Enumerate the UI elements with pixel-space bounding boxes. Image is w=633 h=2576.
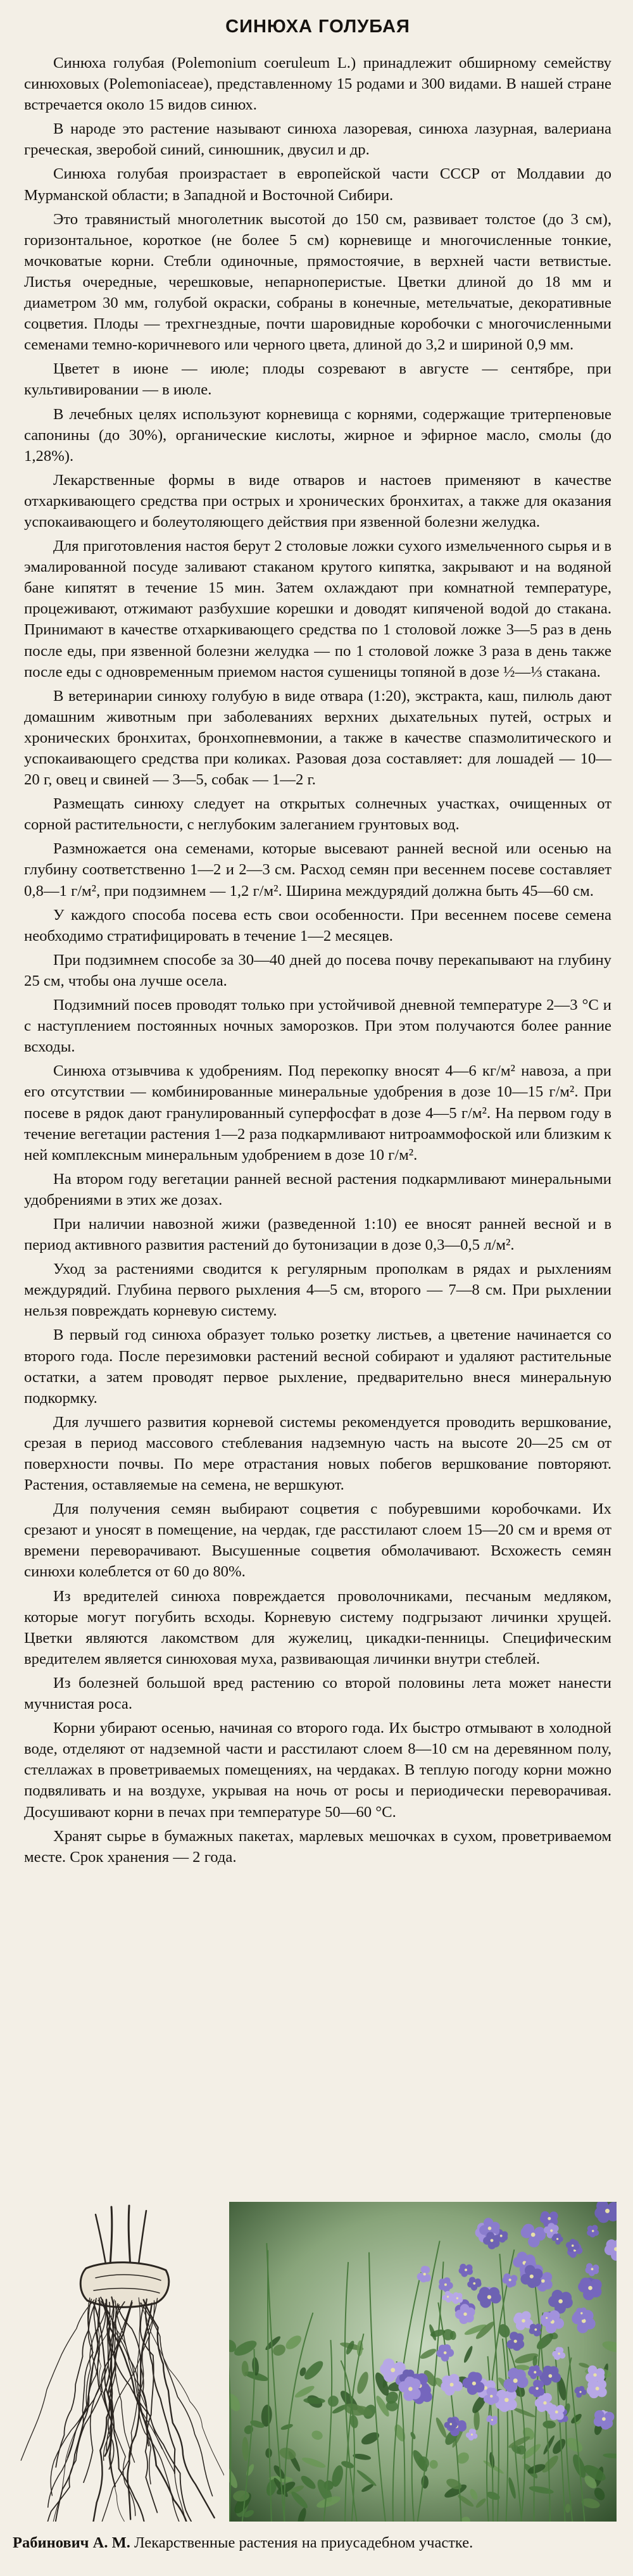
paragraph: При наличии навозной жижи (разведенной 1:10) ее вносят ранней весной и в период активного развития растений до бутонизации в дозе 0,3—0,5 л/м². (24, 1215, 611, 1254)
page-title: СИНЮХА ГОЛУБАЯ (225, 16, 410, 37)
paragraph: Хранят сырье в бумажных пакетах, марлевых мешочках в сухом, проветриваемом месте. Срок хранения — 2 года. (24, 1827, 611, 1866)
paragraph: В первый год синюха образует только розетку листьев, а цветение начинается со второго года. После перезимовки растений весной собирают и удаляют растительные остатки, а затем проводят первое рыхление, предварительно внеся минеральную подкормку. (24, 1326, 611, 1407)
article-body (24, 53, 611, 1868)
paragraph: Для получения семян выбирают соцветия с побуревшими коробочками. Их срезают и уносят в помещение, на чердак, где расстилают слоем 15—20 см и время от времени переворачивают. Высушенные соцветия обмолачивают. Всхожесть семян синюхи колеблется от 60 до 80%. (24, 1500, 611, 1581)
paragraph: Из вредителей синюха повреждается проволочниками, песчаным медляком, которые могут погубить всходы. Корневую систему подгрызают личинки хрущей. Цветки являются лакомством для жужелиц, цикадки-пенницы. Специфическим вредителем является синюховая муха, развивающая личинки внутри стеблей. (24, 1587, 611, 1668)
paragraph: Корни убирают осенью, начиная со второго года. Их быстро отмывают в холодной воде, отделяют от надземной части и расстилают слоем 8—10 см на деревянном полу, стеллажах в проветриваемых помещениях, на чердаках. В теплую погоду корни можно подвяливать и на воздухе, укрывая на ночь от росы и периодически переворачивая. Досушивают корни в печах при температуре 50—60 °C. (24, 1719, 611, 1821)
paragraph: Из болезней большой вред растению со второй половины лета может нанести мучнистая роса. (24, 1674, 611, 1713)
paragraph: Цветет в июне — июле; плоды созревают в августе — сентябре, при культивировании — в июле. (24, 360, 611, 399)
paragraph: Размножается она семенами, которые высевают ранней весной или осенью на глубину соответственно 1—2 и 2—3 см. Расход семян при весеннем посеве составляет 0,8—1 г/м², при подзимнем — 1,2 г/м². Ширина междурядий должна быть 45—60 см. (24, 840, 611, 900)
paragraph: В ветеринарии синюху голубую в виде отвара (1:20), экстракта, каш, пилюль дают домашним животным при заболеваниях верхних дыхательных путей, острых и хронических бронхитах, бронхопневмонии, а также в качестве спазмолитического и успокаивающего средства при коликах. Разовая доза составляет: для лошадей — 10—20 г, овец и свиней — 3—5, собак — 1—2 г. (24, 687, 611, 789)
flower-photo-icon (229, 2202, 617, 2522)
paragraph: Уход за растениями сводится к регулярным прополкам в рядах и рыхлениям междурядий. Глубина первого рыхления 4—5 см, второго — 7—8 см. При рыхлении нельзя повреждать корневую систему. (24, 1260, 611, 1320)
root-drawing-icon (16, 2202, 224, 2522)
paragraph: Подзимний посев проводят только при устойчивой дневной температуре 2—3 °C и с наступлением постоянных ночных заморозков. При этом получаются более ранние всходы. (24, 996, 611, 1056)
paragraph: При подзимнем способе за 30—40 дней до посева почву перекапывают на глубину 25 см, чтобы она лучше осела. (24, 951, 611, 990)
paragraph: Для лучшего развития корневой системы рекомендуется проводить вершкование, срезая в период массового стеблевания надземную часть на высоте 20—25 см от поверхности почвы. По мере отрастания новых побегов вершкование повторяют. Растения, оставляемые на семена, не вершкуют. (24, 1413, 611, 1494)
paragraph: Для приготовления настоя берут 2 столовые ложки сухого измельченного сырья и в эмалированной посуде заливают стаканом крутого кипятка, закрывают и на водяной бане кипятят в течение 15 мин. Затем охлаждают при комнатной температуре, процеживают, отжимают разбухшие корешки и доводят кипяченой водой до стакана. Принимают в качестве отхаркивающего средства по 1 столовой ложке 3—5 раз в день после еды, при язвенной болезни желудка — по 1 столовой ложке 3 раза в день также после еды с одновременным приемом настоя сушеницы топяной в дозе ½—⅓ стакана. (24, 537, 611, 681)
paragraph: В народе это растение называют синюха лазоревая, синюха лазурная, валериана греческая, зверобой синий, синюшник, двусил и др. (24, 120, 611, 159)
paragraph: У каждого способа посева есть свои особенности. При весеннем посеве семена необходимо стратифицировать в течение 1—2 месяцев. (24, 906, 611, 945)
paragraph: Лекарственные формы в виде отваров и настоев применяют в качестве отхаркивающего средства при острых и хронических бронхитах, а также для оказания успокаивающего и болеутоляющего действия при язвенной болезни желудка. (24, 471, 611, 531)
paragraph: Это травянистый многолетник высотой до 150 см, развивает толстое (до 3 см), горизонтальное, короткое (не более 5 см) корневище и многочисленные тонкие, мочковатые корни. Стебли одиночные, прямостоячие, в верхней части ветвистые. Листья очередные, черешковые, непарноперистые. Цветки длиной до 18 мм и диаметром 30 мм, голубой окраски, собраны в конечные, метельчатые, декоративные соцветия. Плоды — трехгнездные, почти шаровидные коробочки с многочисленными семенами темно-коричневого или черного цвета, длиной до 3,2 и шириной 0,9 мм. (24, 210, 611, 354)
footer-credit (13, 2534, 620, 2553)
paragraph: Синюха голубая (Polemonium coeruleum L.) принадлежит обширному семейству синюховых (Polemoniaceae), представленному 15 родами и 300 видами. В нашей стране встречается около 15 видов синюх. (24, 54, 611, 114)
paragraph: Синюха голубая произрастает в европейской части СССР от Молдавии до Мурманской области; в Западной и Восточной Сибири. (24, 165, 611, 204)
footer-author: Рабинович А. М. (13, 2534, 130, 2551)
paragraph: Размещать синюху следует на открытых солнечных участках, очищенных от сорной растительности, с неглубоким залеганием грунтовых вод. (24, 795, 611, 834)
paragraph: На втором году вегетации ранней весной растения подкармливают минеральными удобрениями в этих же дозах. (24, 1170, 611, 1209)
illustration-block (16, 2202, 617, 2522)
paragraph: В лечебных целях используют корневища с корнями, содержащие тритерпеновые сапонины (до 30%), органические кислоты, жирное и эфирное масло, смолы (до 1,28%). (24, 405, 611, 465)
paragraph: Синюха отзывчива к удобрениям. Под перекопку вносят 4—6 кг/м² навоза, а при его отсутствии — комбинированные минеральные удобрения в дозе 10—15 г/м². При посеве в рядок дают гранулированный суперфосфат в дозе 4—5 г/м². На первом году в течение вегетации растения 1—2 раза подкармливают нитроаммофоской или близким к ней комплексным минеральным удобрением в дозе 10 г/м². (24, 1062, 611, 1164)
footer-book: Лекарственные растения на приусадебном участке. (134, 2534, 473, 2551)
